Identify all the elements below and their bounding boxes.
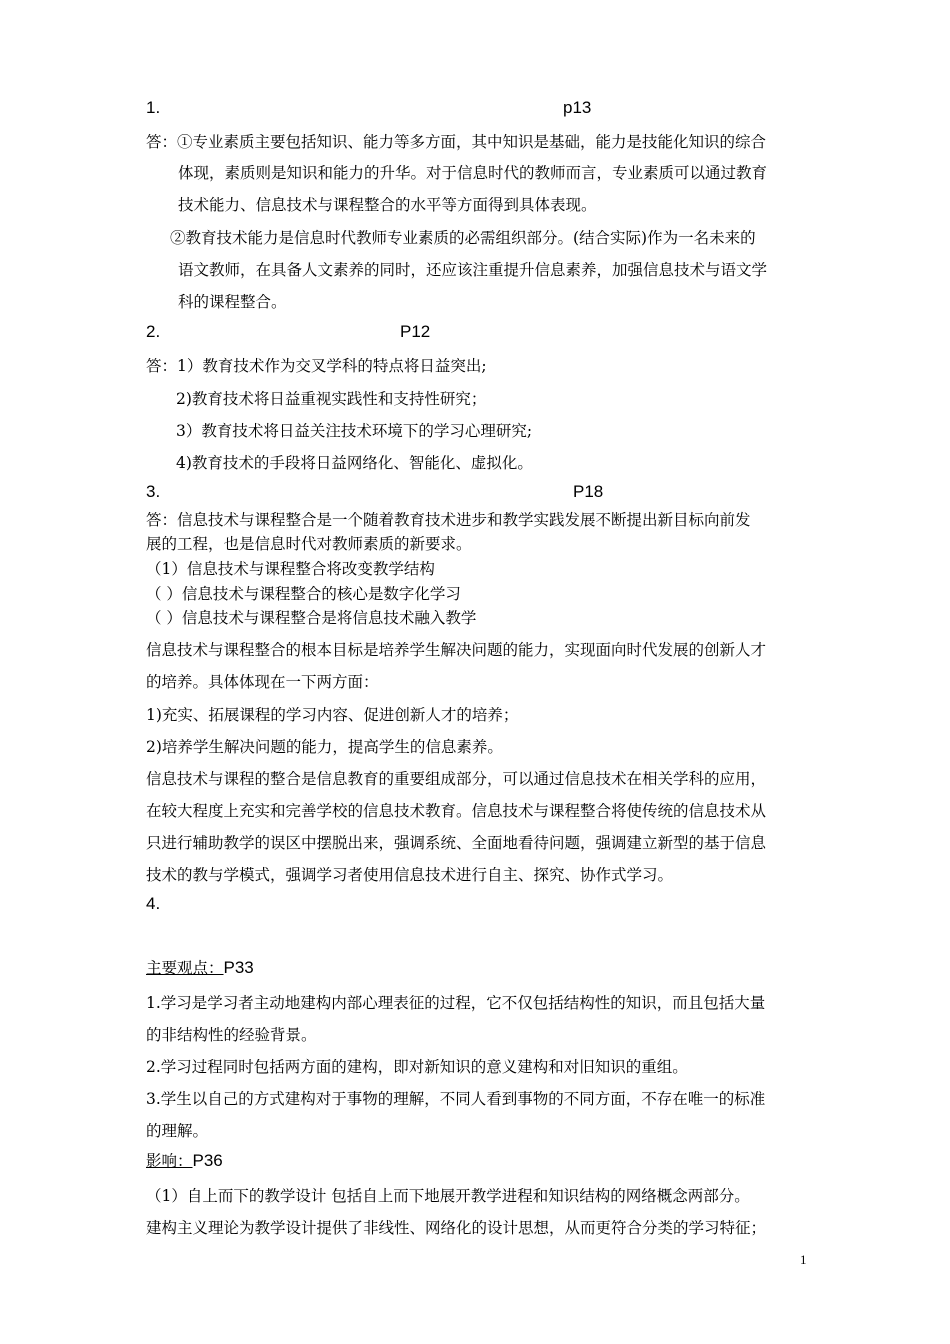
main-views-label: 主要观点： — [146, 959, 224, 977]
impact-page-ref: P36 — [192, 1151, 223, 1170]
q3-line-6: 信息技术与课程整合的根本目标是培养学生解决问题的能力，实现面向时代发展的创新人才 — [146, 641, 767, 659]
views-line-1: 1.学习是学习者主动地建构内部心理表征的过程，它不仅包括结构性的知识，而且包括大量 — [146, 994, 766, 1012]
q2-line-3: 3）教育技术将日益关注技术环境下的学习心理研究; — [176, 422, 533, 440]
q1-line-6: 科的课程整合。 — [178, 293, 287, 311]
q1-line-4: ②教育技术能力是信息时代教师专业素质的必需组织部分。(结合实际)作为一名未来的 — [170, 229, 756, 247]
q2-line-4: 4)教育技术的手段将日益网络化、智能化、虚拟化。 — [176, 454, 533, 472]
q3-line-11: 在较大程度上充实和完善学校的信息技术教育。信息技术与课程整合将使传统的信息技术从 — [146, 802, 767, 820]
question-1-number: 1. — [146, 98, 161, 117]
q3-line-9: 2)培养学生解决问题的能力，提高学生的信息素养。 — [146, 738, 503, 756]
question-2-number: 2. — [146, 322, 161, 341]
impact-line-2: 建构主义理论为教学设计提供了非线性、网络化的设计思想，从而更符合分类的学习特征； — [146, 1219, 767, 1237]
q3-line-12: 只进行辅助教学的误区中摆脱出来，强调系统、全面地看待问题，强调建立新型的基于信息 — [146, 834, 767, 852]
main-views-page-ref: P33 — [223, 958, 254, 977]
views-line-3: 2.学习过程同时包括两方面的建构，即对新知识的意义建构和对旧知识的重组。 — [146, 1058, 688, 1076]
q3-line-2: 展的工程，也是信息时代对教师素质的新要求。 — [146, 535, 472, 553]
page-number: 1 — [800, 1252, 807, 1267]
q3-line-3: （1）信息技术与课程整合将改变教学结构 — [146, 560, 435, 578]
views-line-2: 的非结构性的经验背景。 — [146, 1026, 317, 1044]
q3-line-1: 答：信息技术与课程整合是一个随着教育技术进步和教学实践发展不断提出新目标向前发 — [146, 511, 751, 529]
q1-line-5: 语文教师，在具备人文素养的同时，还应该注重提升信息素养，加强信息技术与语文学 — [178, 261, 768, 279]
question-3-page-ref: P18 — [573, 482, 604, 501]
question-1-page-ref: p13 — [563, 98, 592, 117]
main-views-heading — [146, 958, 254, 978]
q2-line-2: 2)教育技术将日益重视实践性和支持性研究； — [176, 390, 487, 408]
q1-line-3: 技术能力、信息技术与课程整合的水平等方面得到具体表现。 — [178, 196, 597, 214]
question-3-number: 3. — [146, 482, 161, 501]
q3-line-13: 技术的教与学模式，强调学习者使用信息技术进行自主、探究、协作式学习。 — [146, 866, 674, 884]
views-line-4: 3.学生以自己的方式建构对于事物的理解，不同人看到事物的不同方面，不存在唯一的标准 — [146, 1090, 766, 1108]
q3-line-10: 信息技术与课程的整合是信息教育的重要组成部分，可以通过信息技术在相关学科的应用， — [146, 770, 767, 788]
impact-line-1: （1）自上而下的教学设计 包括自上而下地展开教学进程和知识结构的网络概念两部分。 — [146, 1187, 750, 1205]
q3-line-4: （ ）信息技术与课程整合的核心是数字化学习 — [146, 585, 461, 603]
question-4-number: 4. — [146, 894, 161, 913]
q1-line-1: 答：①专业素质主要包括知识、能力等多方面，其中知识是基础，能力是技能化知识的综合 — [146, 133, 767, 151]
q3-line-8: 1)充实、拓展课程的学习内容、促进创新人才的培养； — [146, 706, 519, 724]
impact-heading — [146, 1151, 223, 1171]
q3-line-7: 的培养。具体体现在一下两方面： — [146, 673, 379, 691]
q2-line-1: 答：1）教育技术作为交叉学科的特点将日益突出; — [146, 357, 487, 375]
q1-line-2: 体现，素质则是知识和能力的升华。对于信息时代的教师而言，专业素质可以通过教育 — [178, 164, 768, 182]
impact-label: 影响： — [146, 1152, 193, 1170]
views-line-5: 的理解。 — [146, 1122, 209, 1140]
q3-line-5: （ ）信息技术与课程整合是将信息技术融入教学 — [146, 609, 477, 627]
question-2-page-ref: P12 — [400, 322, 431, 341]
